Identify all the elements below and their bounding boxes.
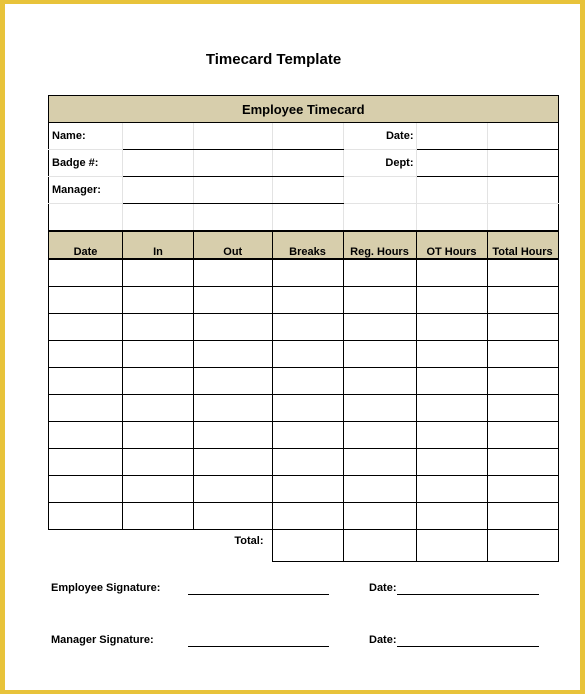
- table-row: [49, 422, 559, 449]
- table-cell[interactable]: [487, 368, 558, 395]
- table-cell[interactable]: [49, 449, 123, 476]
- employee-signature-line[interactable]: [188, 594, 329, 595]
- table-row: [49, 503, 559, 530]
- badge-field[interactable]: [123, 150, 194, 177]
- manager-date-line[interactable]: [397, 646, 539, 647]
- table-cell[interactable]: [194, 476, 273, 503]
- table-cell[interactable]: [49, 503, 123, 530]
- total-label: Total:: [234, 535, 264, 547]
- table-cell[interactable]: [194, 449, 273, 476]
- table-cell[interactable]: [123, 368, 194, 395]
- table-cell[interactable]: [416, 259, 487, 287]
- table-cell[interactable]: [487, 476, 558, 503]
- table-cell[interactable]: [416, 368, 487, 395]
- table-row: [49, 368, 559, 395]
- table-cell[interactable]: [194, 259, 273, 287]
- table-cell[interactable]: [272, 314, 343, 341]
- employee-date-line[interactable]: [397, 594, 539, 595]
- table-cell[interactable]: [343, 368, 416, 395]
- table-row: [49, 341, 559, 368]
- table-cell[interactable]: [123, 503, 194, 530]
- manager-label: Manager:: [49, 177, 123, 204]
- table-cell[interactable]: [487, 503, 558, 530]
- manager-field[interactable]: [123, 177, 194, 204]
- employee-signature-label: Employee Signature:: [51, 582, 161, 594]
- timecard-table: [48, 95, 559, 562]
- table-cell[interactable]: [343, 395, 416, 422]
- table-cell[interactable]: [123, 395, 194, 422]
- badge-label: Badge #:: [49, 150, 123, 177]
- table-cell[interactable]: [272, 422, 343, 449]
- table-row: [49, 476, 559, 503]
- manager-signature-line[interactable]: [188, 646, 329, 647]
- table-cell[interactable]: [49, 259, 123, 287]
- table-cell[interactable]: [416, 422, 487, 449]
- manager-signature-label: Manager Signature:: [51, 634, 154, 646]
- table-cell[interactable]: [487, 341, 558, 368]
- table-cell[interactable]: [49, 314, 123, 341]
- total-ot-hours[interactable]: [416, 530, 487, 562]
- table-cell[interactable]: [487, 259, 558, 287]
- table-cell[interactable]: [194, 422, 273, 449]
- col-out: Out: [194, 231, 273, 259]
- table-cell[interactable]: [343, 503, 416, 530]
- table-cell[interactable]: [194, 395, 273, 422]
- table-cell[interactable]: [343, 422, 416, 449]
- name-label: Name:: [49, 123, 123, 150]
- page-title: Timecard Template: [205, 51, 342, 68]
- table-cell[interactable]: [49, 287, 123, 314]
- table-cell[interactable]: [194, 314, 273, 341]
- col-reg-hours: Reg. Hours: [343, 231, 416, 259]
- table-cell[interactable]: [272, 259, 343, 287]
- table-cell[interactable]: [343, 449, 416, 476]
- table-cell[interactable]: [194, 503, 273, 530]
- col-total-hours: Total Hours: [487, 231, 558, 259]
- table-cell[interactable]: [487, 287, 558, 314]
- table-cell[interactable]: [272, 341, 343, 368]
- table-cell[interactable]: [416, 449, 487, 476]
- table-cell[interactable]: [416, 395, 487, 422]
- table-cell[interactable]: [194, 287, 273, 314]
- date-label: Date:: [343, 123, 416, 150]
- col-in: In: [123, 231, 194, 259]
- table-cell[interactable]: [49, 395, 123, 422]
- table-cell[interactable]: [272, 368, 343, 395]
- col-ot-hours: OT Hours: [416, 231, 487, 259]
- table-cell[interactable]: [49, 476, 123, 503]
- table-cell[interactable]: [416, 341, 487, 368]
- column-header-row: [49, 231, 559, 259]
- table-cell[interactable]: [123, 449, 194, 476]
- name-field[interactable]: [123, 123, 194, 150]
- total-reg-hours[interactable]: [343, 530, 416, 562]
- table-cell[interactable]: [416, 476, 487, 503]
- table-cell[interactable]: [123, 422, 194, 449]
- table-cell[interactable]: [487, 449, 558, 476]
- total-total-hours[interactable]: [487, 530, 558, 562]
- table-row: [49, 259, 559, 287]
- table-cell[interactable]: [123, 341, 194, 368]
- manager-date-label: Date:: [369, 634, 397, 646]
- table-cell[interactable]: [49, 341, 123, 368]
- table-cell[interactable]: [194, 368, 273, 395]
- employee-date-label: Date:: [369, 582, 397, 594]
- date-field[interactable]: [416, 123, 487, 150]
- table-cell[interactable]: [49, 368, 123, 395]
- table-cell[interactable]: [343, 259, 416, 287]
- table-cell[interactable]: [416, 503, 487, 530]
- form-header: Employee Timecard: [49, 96, 559, 123]
- table-cell[interactable]: [416, 314, 487, 341]
- table-cell[interactable]: [123, 287, 194, 314]
- table-cell[interactable]: [487, 422, 558, 449]
- table-row: [49, 449, 559, 476]
- table-cell[interactable]: [343, 476, 416, 503]
- table-cell[interactable]: [272, 476, 343, 503]
- table-cell[interactable]: [272, 503, 343, 530]
- table-cell[interactable]: [123, 314, 194, 341]
- table-row: [49, 395, 559, 422]
- table-cell[interactable]: [272, 449, 343, 476]
- table-cell[interactable]: [343, 287, 416, 314]
- dept-field[interactable]: [416, 150, 487, 177]
- dept-label: Dept:: [343, 150, 416, 177]
- total-row: [49, 530, 559, 562]
- timecard-sheet: [5, 4, 580, 690]
- table-cell[interactable]: [194, 341, 273, 368]
- table-cell[interactable]: [123, 476, 194, 503]
- col-breaks: Breaks: [272, 231, 343, 259]
- total-breaks[interactable]: [272, 530, 343, 562]
- table-cell[interactable]: [272, 287, 343, 314]
- table-row: [49, 314, 559, 341]
- table-cell[interactable]: [487, 314, 558, 341]
- table-cell[interactable]: [343, 314, 416, 341]
- table-row: [49, 287, 559, 314]
- table-cell[interactable]: [487, 395, 558, 422]
- table-cell[interactable]: [123, 259, 194, 287]
- table-cell[interactable]: [343, 341, 416, 368]
- table-cell[interactable]: [49, 422, 123, 449]
- col-date: Date: [49, 231, 123, 259]
- table-cell[interactable]: [272, 395, 343, 422]
- table-cell[interactable]: [416, 287, 487, 314]
